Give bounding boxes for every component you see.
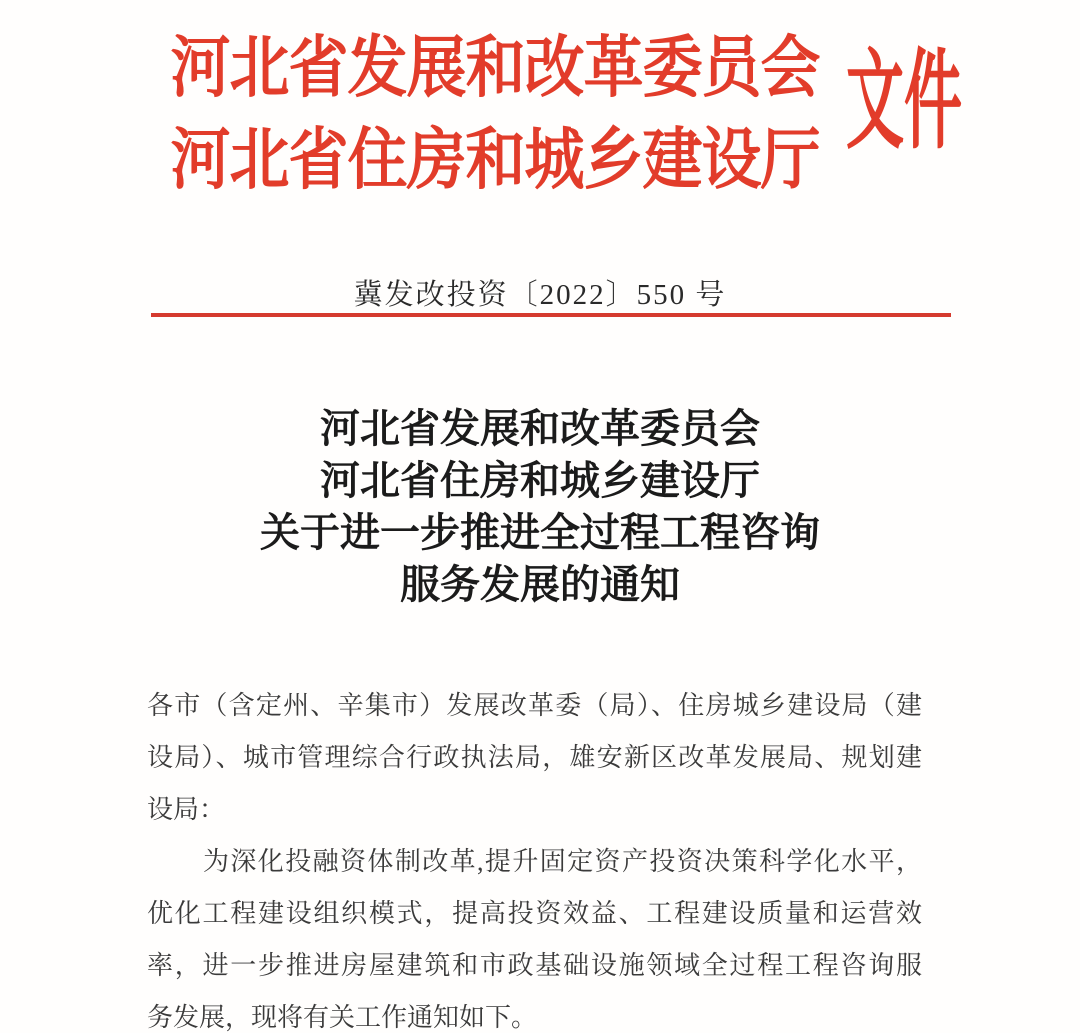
title-line-3: 关于进一步推进全过程工程咨询 — [260, 510, 820, 555]
title-line-4: 服务发展的通知 — [400, 562, 680, 607]
notice-paragraph-line: 务发展，现将有关工作通知如下。 — [147, 1003, 538, 1032]
document-number: 冀发改投资〔2022〕550 号 — [353, 279, 727, 311]
red-divider-line — [151, 313, 951, 317]
addressee-line: 各市（含定州、辛集市）发展改革委（局）、住房城乡建设局（建 — [147, 691, 922, 720]
title-line-2: 河北省住房和城乡建设厅 — [320, 458, 760, 503]
title-line-1: 河北省发展和改革委员会 — [320, 406, 760, 451]
document-body — [147, 680, 922, 1033]
document-title — [0, 403, 1080, 611]
issuing-org-line-1: 河北省发展和改革委员会 — [170, 31, 820, 105]
notice-paragraph-line: 优化工程建设组织模式，提高投资效益、工程建设质量和运营效 — [147, 899, 922, 928]
addressee-line: 设局： — [147, 795, 226, 824]
letterhead — [150, 22, 840, 206]
addressee-line: 设局）、城市管理综合行政执法局，雄安新区改革发展局、规划建 — [147, 743, 922, 772]
notice-paragraph-line: 为深化投融资体制改革,提升固定资产投资决策科学化水平， — [203, 847, 922, 876]
doc-type-label: 文件 — [846, 41, 962, 162]
issuing-org-line-2: 河北省住房和城乡建设厅 — [170, 123, 820, 197]
notice-paragraph-line: 率，进一步推进房屋建筑和市政基础设施领域全过程工程咨询服 — [147, 951, 922, 980]
